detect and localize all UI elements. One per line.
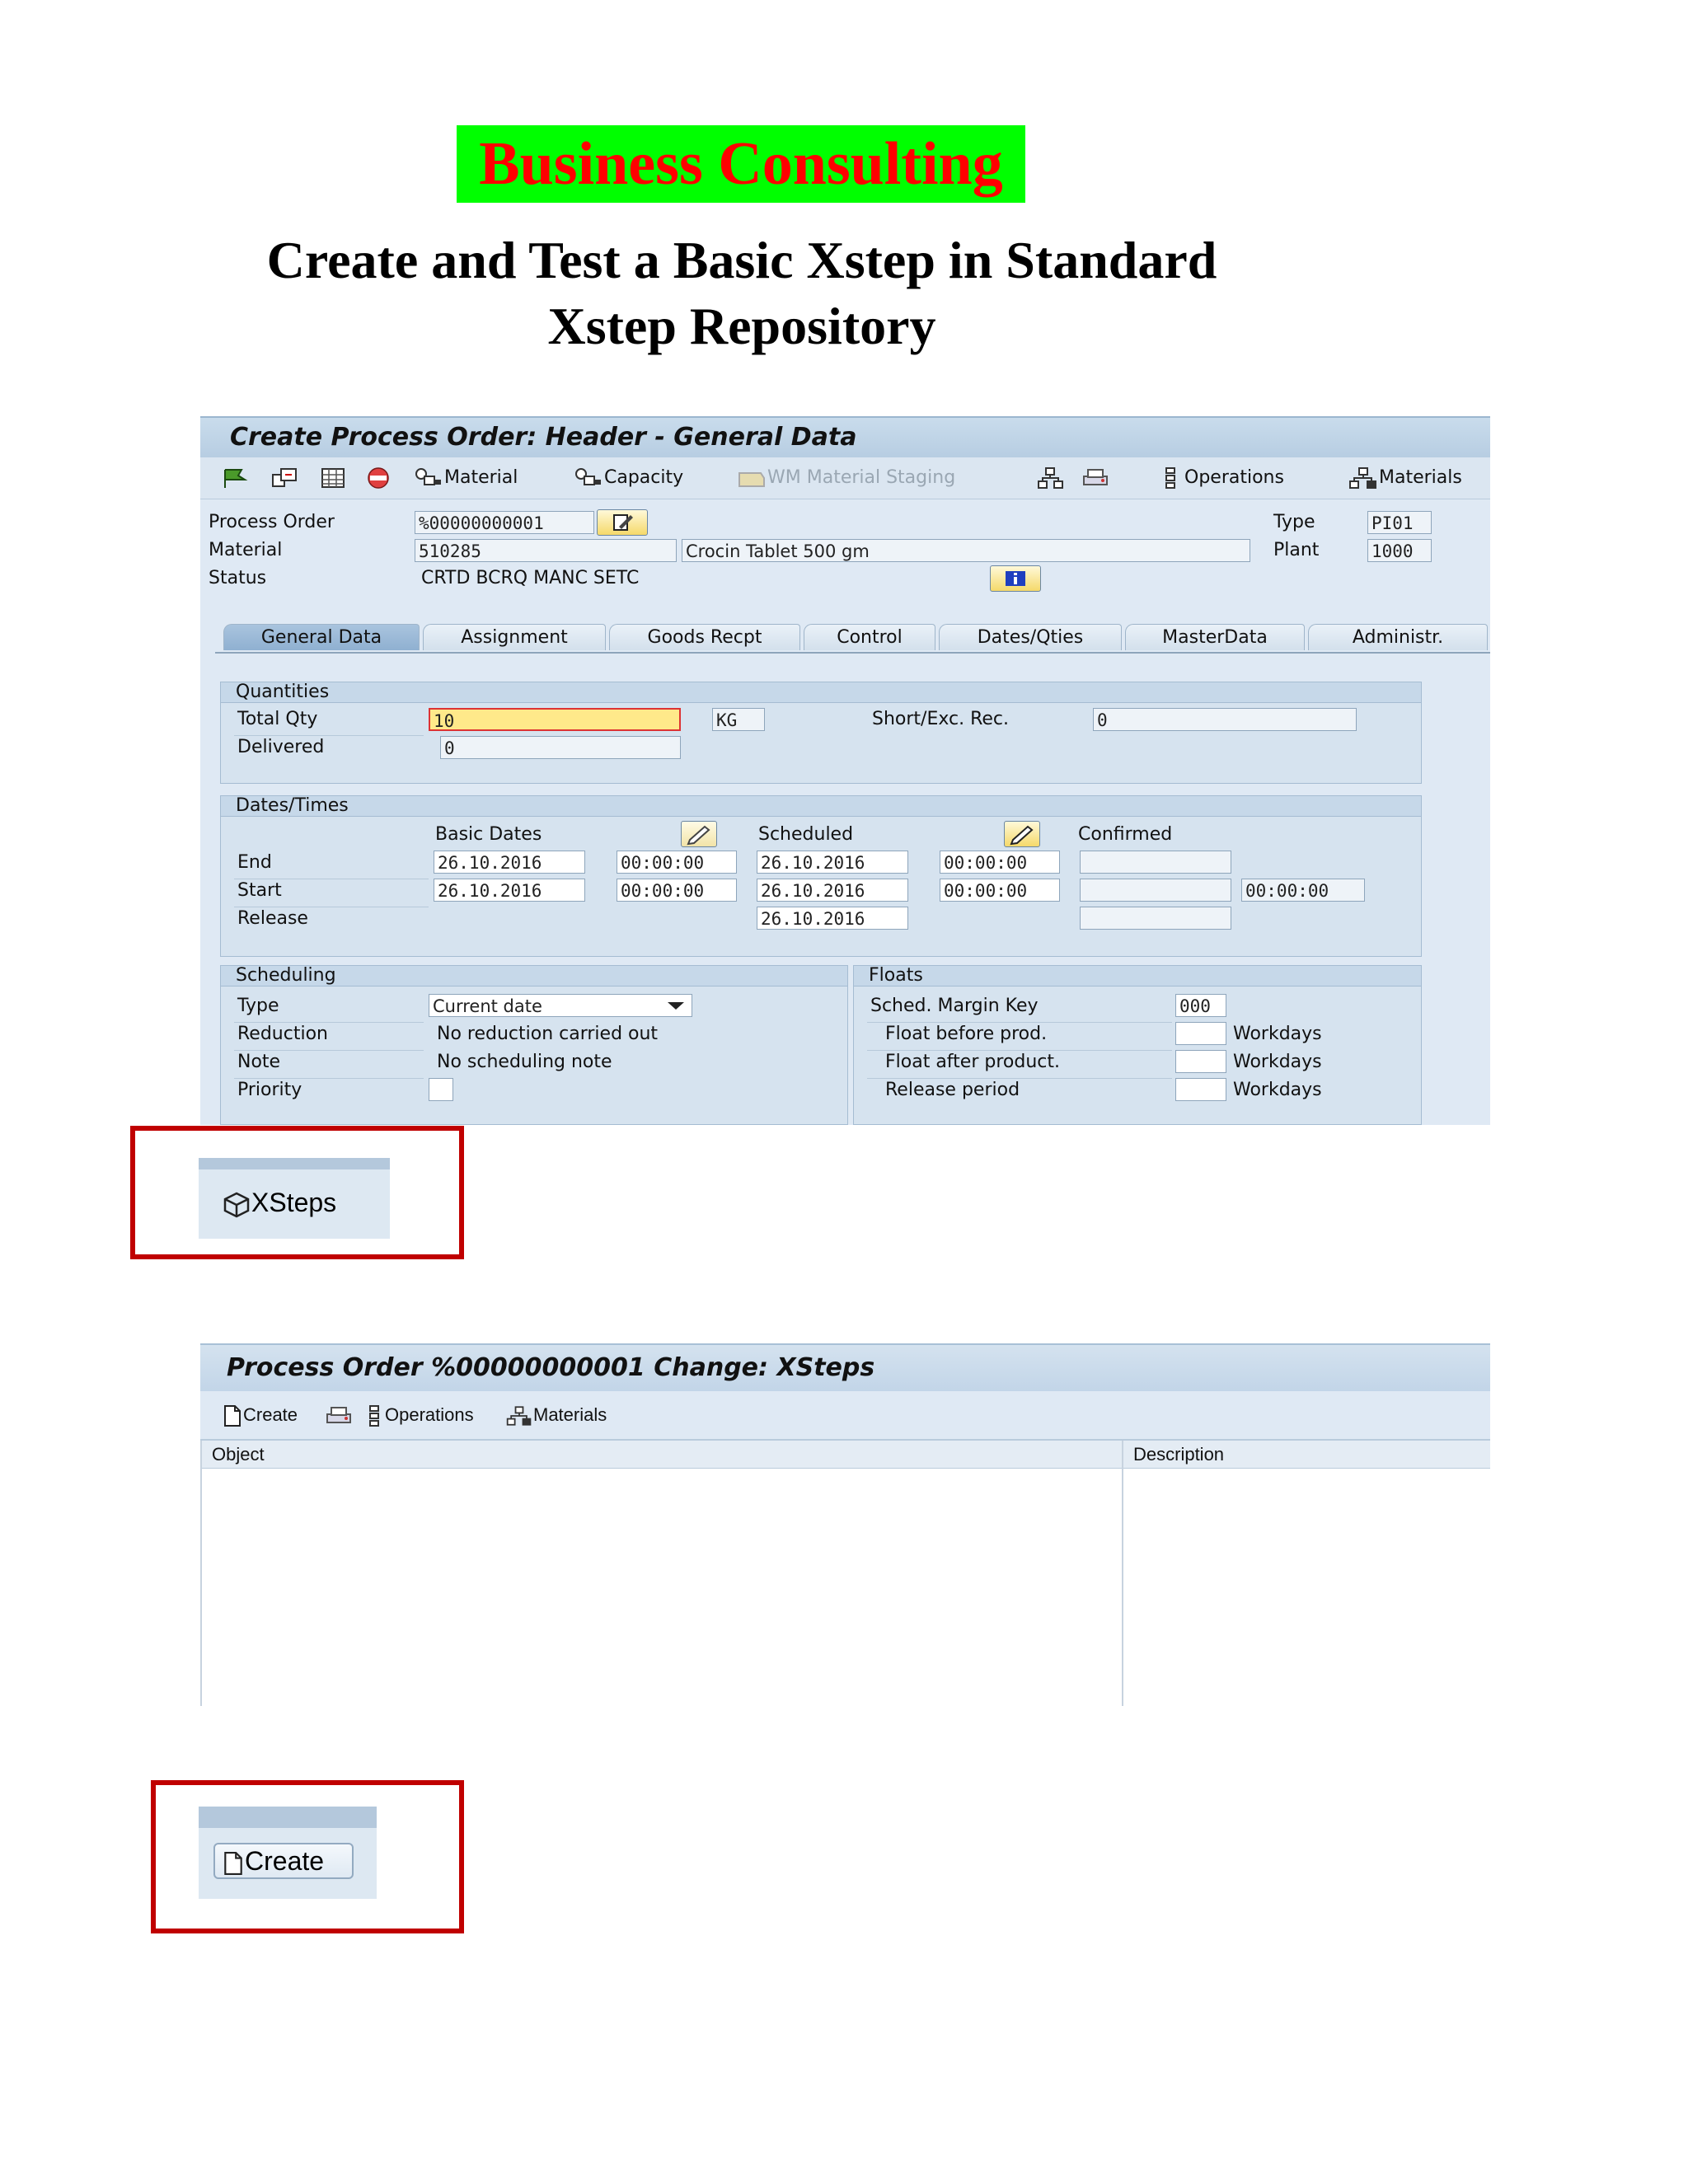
- quantities-group: [220, 682, 1422, 784]
- scheduled-start-date-field[interactable]: 26.10.2016: [757, 879, 908, 902]
- toolbar-capacity-label: Capacity: [604, 467, 684, 488]
- scheduled-release-date-field[interactable]: 26.10.2016: [757, 907, 908, 930]
- dates-times-title: Dates/Times: [221, 796, 1421, 817]
- xsteps-toolbar-operations-button[interactable]: [365, 1391, 474, 1439]
- xsteps-object-tree[interactable]: [202, 1469, 1122, 1706]
- toolbar-wm-staging-label: WM Material Staging: [767, 467, 956, 488]
- create-button-label: Create: [245, 1846, 325, 1876]
- reduction-value: No reduction carried out: [437, 1024, 659, 1044]
- float-before-label: Float before prod.: [885, 1024, 1048, 1044]
- flag-icon[interactable]: [220, 457, 251, 499]
- toolbar-materials-button[interactable]: [1348, 457, 1462, 499]
- xsteps-window-title: Process Order %00000000001 Change: XSteps: [200, 1343, 1490, 1391]
- material-description-field[interactable]: Crocin Tablet 500 gm: [682, 539, 1250, 562]
- basic-end-time-field[interactable]: 00:00:00: [617, 851, 737, 874]
- window-title: Create Process Order: Header - General Data: [200, 416, 1490, 457]
- scheduling-title: Scheduling: [221, 966, 847, 987]
- highlight-box-xsteps: [130, 1126, 464, 1259]
- plant-field[interactable]: 1000: [1367, 539, 1432, 562]
- release-period-field[interactable]: [1175, 1078, 1226, 1101]
- xsteps-toolbar-materials-button[interactable]: [505, 1391, 607, 1439]
- document-title: [165, 227, 1319, 359]
- short-exc-field[interactable]: 0: [1093, 708, 1357, 731]
- status-info-button[interactable]: [990, 565, 1041, 592]
- xsteps-toolbar-materials-label: Materials: [533, 1404, 607, 1425]
- short-exc-label: Short/Exc. Rec.: [872, 709, 1009, 729]
- process-order-field[interactable]: %00000000001: [415, 511, 594, 534]
- release-period-label: Release period: [885, 1080, 1020, 1100]
- scheduled-pencil-button[interactable]: [1004, 821, 1040, 847]
- priority-field[interactable]: [429, 1078, 453, 1101]
- scheduling-type-value: Current date: [433, 996, 542, 1016]
- float-after-label: Float after product.: [885, 1052, 1060, 1072]
- total-qty-input[interactable]: 10: [429, 708, 681, 731]
- scheduled-start-time-field[interactable]: 00:00:00: [940, 879, 1060, 902]
- chevron-down-icon: [667, 1001, 685, 1011]
- priority-label: Priority: [237, 1080, 302, 1100]
- release-label: Release: [237, 908, 308, 929]
- print-icon[interactable]: [324, 1391, 354, 1439]
- process-order-label: Process Order: [209, 512, 335, 532]
- confirmed-start-date-field[interactable]: [1080, 879, 1231, 902]
- quantities-title: Quantities: [221, 682, 1421, 703]
- calendar-icon[interactable]: [319, 457, 347, 499]
- float-before-field[interactable]: [1175, 1022, 1226, 1045]
- margin-key-field[interactable]: 000: [1175, 994, 1226, 1017]
- document-title-line1: Create and Test a Basic Xstep in Standard: [266, 231, 1217, 289]
- hierarchy-icon[interactable]: [1036, 457, 1066, 499]
- float-after-unit: Workdays: [1233, 1052, 1322, 1072]
- toolbar-material-button[interactable]: [413, 457, 518, 499]
- stop-icon[interactable]: [363, 457, 393, 499]
- xsteps-toolbar-operations-label: Operations: [385, 1404, 474, 1425]
- tab-assignment[interactable]: Assignment: [423, 624, 606, 650]
- floats-title: Floats: [854, 966, 1421, 987]
- xsteps-toolbar: [200, 1391, 1490, 1441]
- float-before-unit: Workdays: [1233, 1024, 1322, 1044]
- tab-administr[interactable]: Administr.: [1308, 624, 1488, 650]
- reduction-label: Reduction: [237, 1024, 328, 1044]
- column-header-object[interactable]: Object: [202, 1441, 1122, 1469]
- tab-strip: [215, 624, 1490, 654]
- margin-key-label: Sched. Margin Key: [870, 996, 1039, 1016]
- release-period-unit: Workdays: [1233, 1080, 1322, 1100]
- order-type-field[interactable]: PI01: [1367, 511, 1432, 534]
- toolbar-materials-label: Materials: [1379, 467, 1462, 488]
- plant-label: Plant: [1273, 540, 1320, 560]
- scheduling-group: [220, 965, 848, 1125]
- highlight-box-create: [151, 1780, 464, 1933]
- note-label: Note: [237, 1052, 281, 1072]
- document-title-line2: Xstep Repository: [547, 297, 936, 355]
- edit-order-button[interactable]: [597, 509, 648, 536]
- scheduling-type-select[interactable]: [429, 994, 692, 1017]
- end-label: End: [237, 852, 272, 873]
- basic-start-time-field[interactable]: 00:00:00: [617, 879, 737, 902]
- delivered-field[interactable]: 0: [440, 736, 681, 759]
- tab-goods-recpt[interactable]: Goods Recpt: [609, 624, 800, 650]
- status-label: Status: [209, 568, 267, 588]
- tab-control[interactable]: Control: [804, 624, 935, 650]
- sap-xsteps-screen: [200, 1343, 1490, 1706]
- scheduling-type-label: Type: [237, 996, 279, 1016]
- material-label: Material: [209, 540, 283, 560]
- basic-dates-pencil-button[interactable]: [681, 821, 717, 847]
- basic-end-date-field[interactable]: 26.10.2016: [434, 851, 585, 874]
- confirmed-release-date-field[interactable]: [1080, 907, 1231, 930]
- status-value: CRTD BCRQ MANC SETC: [421, 568, 640, 588]
- toolbar-material-label: Material: [444, 467, 518, 488]
- delivered-label: Delivered: [237, 737, 325, 757]
- tab-general-data[interactable]: General Data: [223, 624, 420, 650]
- scheduled-label: Scheduled: [758, 824, 854, 845]
- confirmed-end-date-field[interactable]: [1080, 851, 1231, 874]
- dates-times-group: [220, 795, 1422, 957]
- application-toolbar: [200, 457, 1490, 499]
- xsteps-button-label: XSteps: [251, 1188, 337, 1217]
- scheduled-end-time-field[interactable]: 00:00:00: [940, 851, 1060, 874]
- confirmed-start-time-field[interactable]: 00:00:00: [1241, 879, 1365, 902]
- float-after-field[interactable]: [1175, 1050, 1226, 1073]
- print-icon[interactable]: [1081, 457, 1110, 499]
- total-qty-label: Total Qty: [237, 709, 318, 729]
- confirmed-label: Confirmed: [1078, 824, 1173, 845]
- banner-title: Business Consulting: [457, 125, 1025, 203]
- new-document-icon: [222, 1404, 243, 1428]
- total-qty-unit-field[interactable]: KG: [712, 708, 765, 731]
- xsteps-toolbar-create-label: Create: [243, 1404, 298, 1425]
- tab-dates-qties[interactable]: Dates/Qties: [939, 624, 1122, 650]
- note-value: No scheduling note: [437, 1052, 612, 1072]
- sap-create-process-order-screen: [200, 416, 1490, 1125]
- floats-group: [853, 965, 1422, 1125]
- column-header-description[interactable]: Description: [1123, 1441, 1490, 1469]
- component-overview-icon[interactable]: [270, 457, 301, 499]
- basic-dates-label: Basic Dates: [435, 824, 542, 845]
- toolbar-capacity-button[interactable]: [573, 457, 683, 499]
- toolbar-operations-button[interactable]: [1160, 457, 1284, 499]
- toolbar-wm-staging-button[interactable]: [736, 457, 955, 499]
- scheduled-end-date-field[interactable]: 26.10.2016: [757, 851, 908, 874]
- basic-start-date-field[interactable]: 26.10.2016: [434, 879, 585, 902]
- material-field[interactable]: 510285: [415, 539, 677, 562]
- xsteps-toolbar-create-button[interactable]: [222, 1391, 298, 1439]
- tab-masterdata[interactable]: MasterData: [1125, 624, 1305, 650]
- type-label: Type: [1273, 512, 1315, 532]
- toolbar-operations-label: Operations: [1184, 467, 1284, 488]
- start-label: Start: [237, 880, 282, 901]
